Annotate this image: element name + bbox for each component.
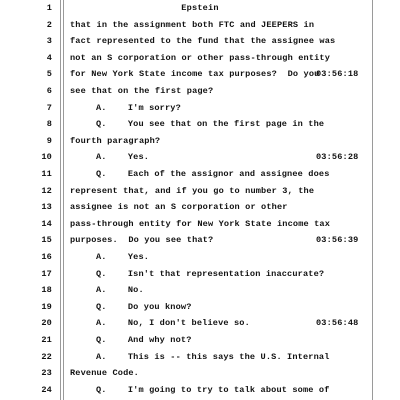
transcript-line	[0, 249, 400, 265]
line-number: 15	[41, 235, 52, 246]
transcript-line	[0, 315, 400, 331]
line-number: 17	[41, 268, 52, 279]
line-text: A. Yes.	[96, 152, 150, 163]
transcript-line	[0, 66, 400, 82]
line-number: 6	[46, 86, 52, 96]
transcript-line	[0, 116, 400, 132]
line-number: 14	[41, 218, 52, 229]
line-text: that in the assignment both FTC and JEEPERS in	[70, 19, 315, 30]
transcript-line	[0, 266, 400, 282]
line-text: Q. And why not?	[96, 335, 192, 345]
line-number: 2	[46, 19, 52, 30]
line-number: 16	[41, 252, 52, 262]
transcript-line	[0, 382, 400, 398]
line-text: A. This is -- this says the U.S. Internal	[96, 351, 330, 362]
line-text: A. No, I don't believe so.	[96, 318, 250, 329]
line-number: 4	[46, 52, 52, 63]
line-number: 18	[41, 285, 52, 296]
line-number: 5	[46, 69, 52, 80]
transcript-line	[0, 0, 400, 16]
transcript-line	[0, 50, 400, 66]
transcript-line	[0, 33, 400, 49]
transcript-line	[0, 100, 400, 116]
timestamp: 03:56:18	[316, 69, 359, 80]
transcript-line	[0, 133, 400, 149]
transcript-line	[0, 299, 400, 315]
line-number: 23	[41, 368, 52, 379]
transcript-line	[0, 349, 400, 365]
line-text: Q. You see that on the first page in the	[96, 119, 325, 130]
line-text: Revenue Code.	[70, 368, 139, 379]
transcript-line	[0, 149, 400, 165]
line-text: Q. Each of the assignor and assignee does	[96, 169, 330, 179]
line-number: 21	[41, 335, 52, 345]
line-text: purposes. Do you see that?	[70, 235, 214, 246]
line-number: 9	[46, 135, 52, 146]
line-number: 20	[41, 318, 52, 329]
line-text: not an S corporation or other pass-through entity	[70, 52, 331, 63]
line-text: Q. Do you know?	[96, 301, 192, 312]
transcript-line	[0, 199, 400, 215]
line-number: 7	[46, 102, 52, 113]
line-number: 8	[46, 119, 52, 130]
transcript-line	[0, 232, 400, 248]
line-text: represent that, and if you go to number 3, the	[70, 185, 315, 196]
line-text: for New York State income tax purposes? Do you	[70, 69, 320, 80]
timestamp: 03:56:48	[316, 318, 359, 329]
line-text: assignee is not an S corporation or other	[70, 202, 288, 213]
transcript-line	[0, 365, 400, 381]
transcript-line	[0, 166, 400, 182]
line-number: 11	[41, 169, 52, 179]
line-text: see that on the first page?	[70, 86, 214, 96]
line-text: A. Yes.	[96, 252, 150, 262]
transcript-line	[0, 83, 400, 99]
timestamp: 03:56:28	[316, 152, 359, 163]
line-number: 10	[41, 152, 52, 163]
transcript-line	[0, 282, 400, 298]
line-number: 12	[41, 185, 52, 196]
line-text: fact represented to the fund that the assignee was	[70, 36, 336, 47]
transcript-line	[0, 17, 400, 33]
line-number: 24	[41, 384, 52, 395]
line-number: 13	[41, 202, 52, 213]
transcript-line	[0, 332, 400, 348]
line-number: 1	[46, 3, 52, 13]
transcript-line	[0, 183, 400, 199]
deponent-header: Epstein	[181, 3, 219, 13]
line-number: 19	[41, 301, 52, 312]
line-number: 22	[41, 351, 52, 362]
line-text: pass-through entity for New York State income tax	[70, 218, 331, 229]
line-text: A. I'm sorry?	[96, 102, 181, 113]
transcript-line	[0, 216, 400, 232]
line-number: 3	[46, 36, 52, 47]
line-text: Q. Isn't that representation inaccurate?	[96, 268, 325, 279]
line-text: Q. I'm going to try to talk about some of	[96, 384, 330, 395]
timestamp: 03:56:39	[316, 235, 359, 246]
line-text: A. No.	[96, 285, 144, 296]
line-text: fourth paragraph?	[70, 135, 161, 146]
